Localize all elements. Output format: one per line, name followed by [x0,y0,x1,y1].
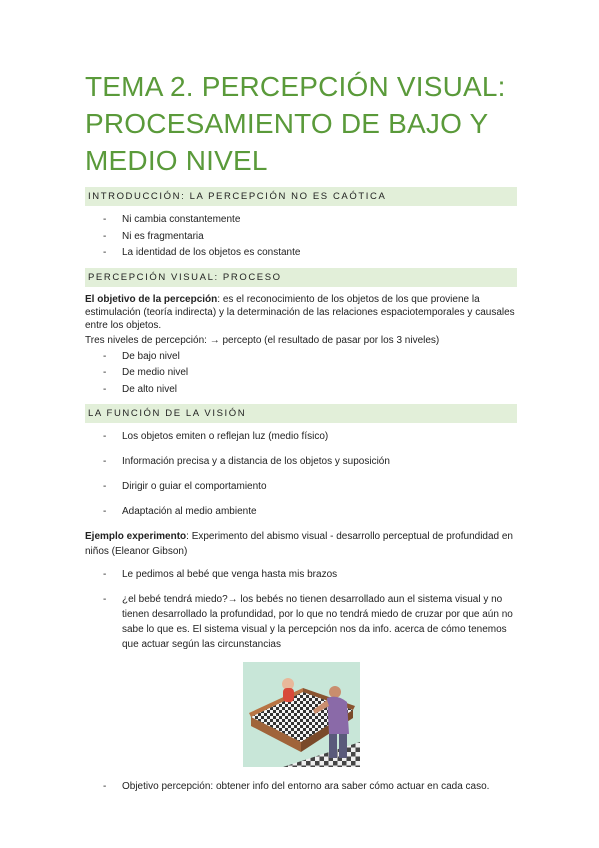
dash-bullet: - [103,247,107,258]
dash-bullet: - [103,383,107,395]
list-item: - Ni cambia constantemente [85,212,517,229]
page-title: TEMA 2. PERCEPCIÓN VISUAL: PROCESAMIENTO DE BAJO Y MEDIO NIVEL [85,71,506,176]
levels-list [85,349,517,399]
document-page [85,68,517,796]
list-item: - Los objetos emiten o reflejan luz (medio físico) [103,431,329,442]
funcion-list [85,429,517,519]
section-heading-funcion: LA FUNCIÓN DE LA VISIÓN [85,404,517,423]
list-item: - De medio nivel [85,365,517,382]
list-item: - De bajo nivel [85,349,517,366]
levels-intro: Tres niveles de percepción: → percepto (el resultado de pasar por los 3 niveles) [85,334,440,346]
list-item: - Dirigir o guiar el comportamiento [103,481,267,492]
example-list [85,567,517,652]
list-item: - Objetivo percepción: obtener info del entorno ara saber cómo actuar en cada caso. [85,779,517,796]
intro-list [85,212,517,262]
dash-bullet: - [103,350,107,362]
dash-bullet: - [103,569,107,580]
dash-bullet: - [103,367,107,378]
list-item: - Información precisa y a distancia de los objetos y suposición [103,456,390,467]
dash-bullet: - [103,214,107,225]
dash-bullet: - [103,431,107,442]
list-item: - Adaptación al medio ambiente [103,506,257,517]
list-item: - Ni es fragmentaria [85,229,517,246]
section-heading-proceso: PERCEPCIÓN VISUAL: PROCESO [85,268,517,287]
list-item: - De alto nivel [85,382,517,399]
objective-label: El objetivo de la percepción [85,293,218,305]
section-heading-introduccion: INTRODUCCIÓN: LA PERCEPCIÓN NO ES CAÓTICA [85,187,517,206]
dash-bullet: - [103,481,107,492]
list-item: - ¿el bebé tendrá miedo?→ los bebés no tienen desarrollado aun el sistema visual y no tienen desarrollado la profundidad, por lo que no tendrá miedo de cruzar por que aún no sabe lo que es. El sistema visual y la percepción nos da info. acerca de cómo tenemos que actuar según las circunstancias [103,594,513,650]
final-list [85,779,517,796]
list-item: - Le pedimos al bebé que venga hasta mis brazos [103,569,338,580]
example-paragraph: Ejemplo experimento: Experimento del abismo visual - desarrollo perceptual de profundidad en niños (Eleanor Gibson) [85,531,513,557]
visual-cliff-photo [243,662,360,767]
dash-bullet: - [103,594,107,605]
example-label: Ejemplo experimento [85,531,187,542]
dash-bullet: - [103,506,107,517]
dash-bullet: - [103,230,107,242]
objective-paragraph: El objetivo de la percepción: es el reconocimiento de los objetos de los que proviene la estimulación (teoría indirecta) y la determinación de las relaciones espaciotemporales y causales entre los objetos. [85,293,515,331]
visual-cliff-photo-wrap [85,662,517,767]
dash-bullet: - [103,456,107,467]
list-item: - La identidad de los objetos es constante [85,245,517,262]
dash-bullet: - [103,781,107,792]
